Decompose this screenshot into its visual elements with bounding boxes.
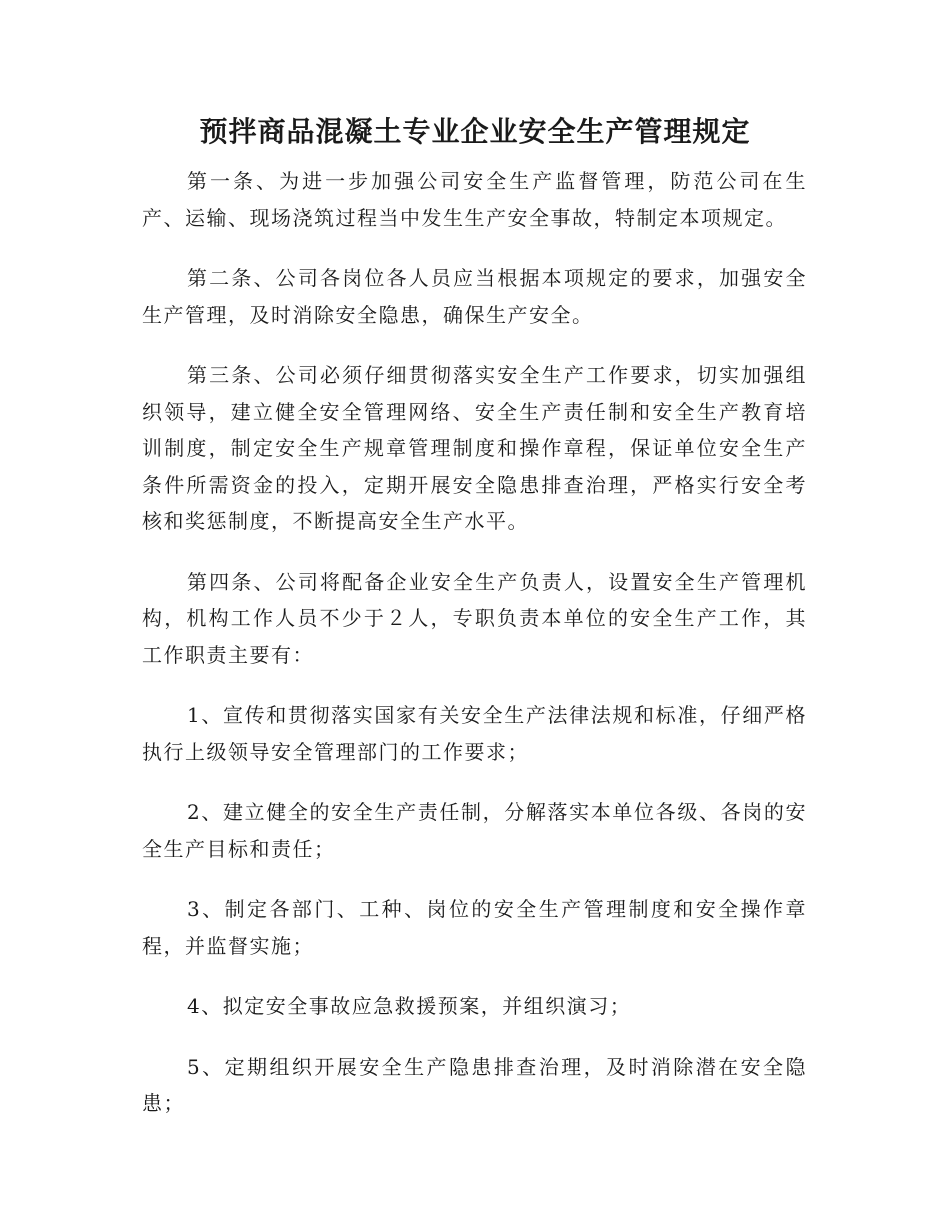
- document-body: [142, 163, 807, 1146]
- article-4-paragraph: 第四条、公司将配备企业安全生产负责人，设置安全生产管理机构，机构工作人员不少于２人，专职负责本单位的安全生产工作，其工作职责主要有：: [142, 569, 807, 667]
- duty-item-3: 3、制定各部门、工种、岗位的安全生产管理制度和安全操作章程，并监督实施；: [142, 897, 807, 958]
- document-title: 预拌商品混凝土专业企业安全生产管理规定: [199, 115, 751, 148]
- article-3-paragraph: 第三条、公司必须仔细贯彻落实安全生产工作要求，切实加强组织领导，建立健全安全管理网络、安全生产责任制和安全生产教育培训制度，制定安全生产规章管理制度和操作章程，保证单位安全生产条件所需资金的投入，定期开展安全隐患排查治理，严格实行安全考核和奖惩制度，不断提高安全生产水平。: [142, 363, 807, 533]
- duty-item-5: 5、定期组织开展安全生产隐患排查治理，及时消除潜在安全隐患；: [142, 1054, 807, 1115]
- duty-item-4: 4、拟定安全事故应急救援预案，并组织演习；: [187, 994, 632, 1018]
- article-2-paragraph: 第二条、公司各岗位各人员应当根据本项规定的要求，加强安全生产管理，及时消除安全隐患，确保生产安全。: [142, 266, 807, 327]
- article-1-paragraph: 第一条、为进一步加强公司安全生产监督管理，防范公司在生产、运输、现场浇筑过程当中发生生产安全事故，特制定本项规定。: [142, 169, 807, 230]
- duty-item-1: 1、宣传和贯彻落实国家有关安全生产法律法规和标准，仔细严格执行上级领导安全管理部门的工作要求；: [142, 703, 807, 764]
- duty-item-2: 2、建立健全的安全生产责任制，分解落实本单位各级、各岗的安全生产目标和责任；: [142, 800, 807, 861]
